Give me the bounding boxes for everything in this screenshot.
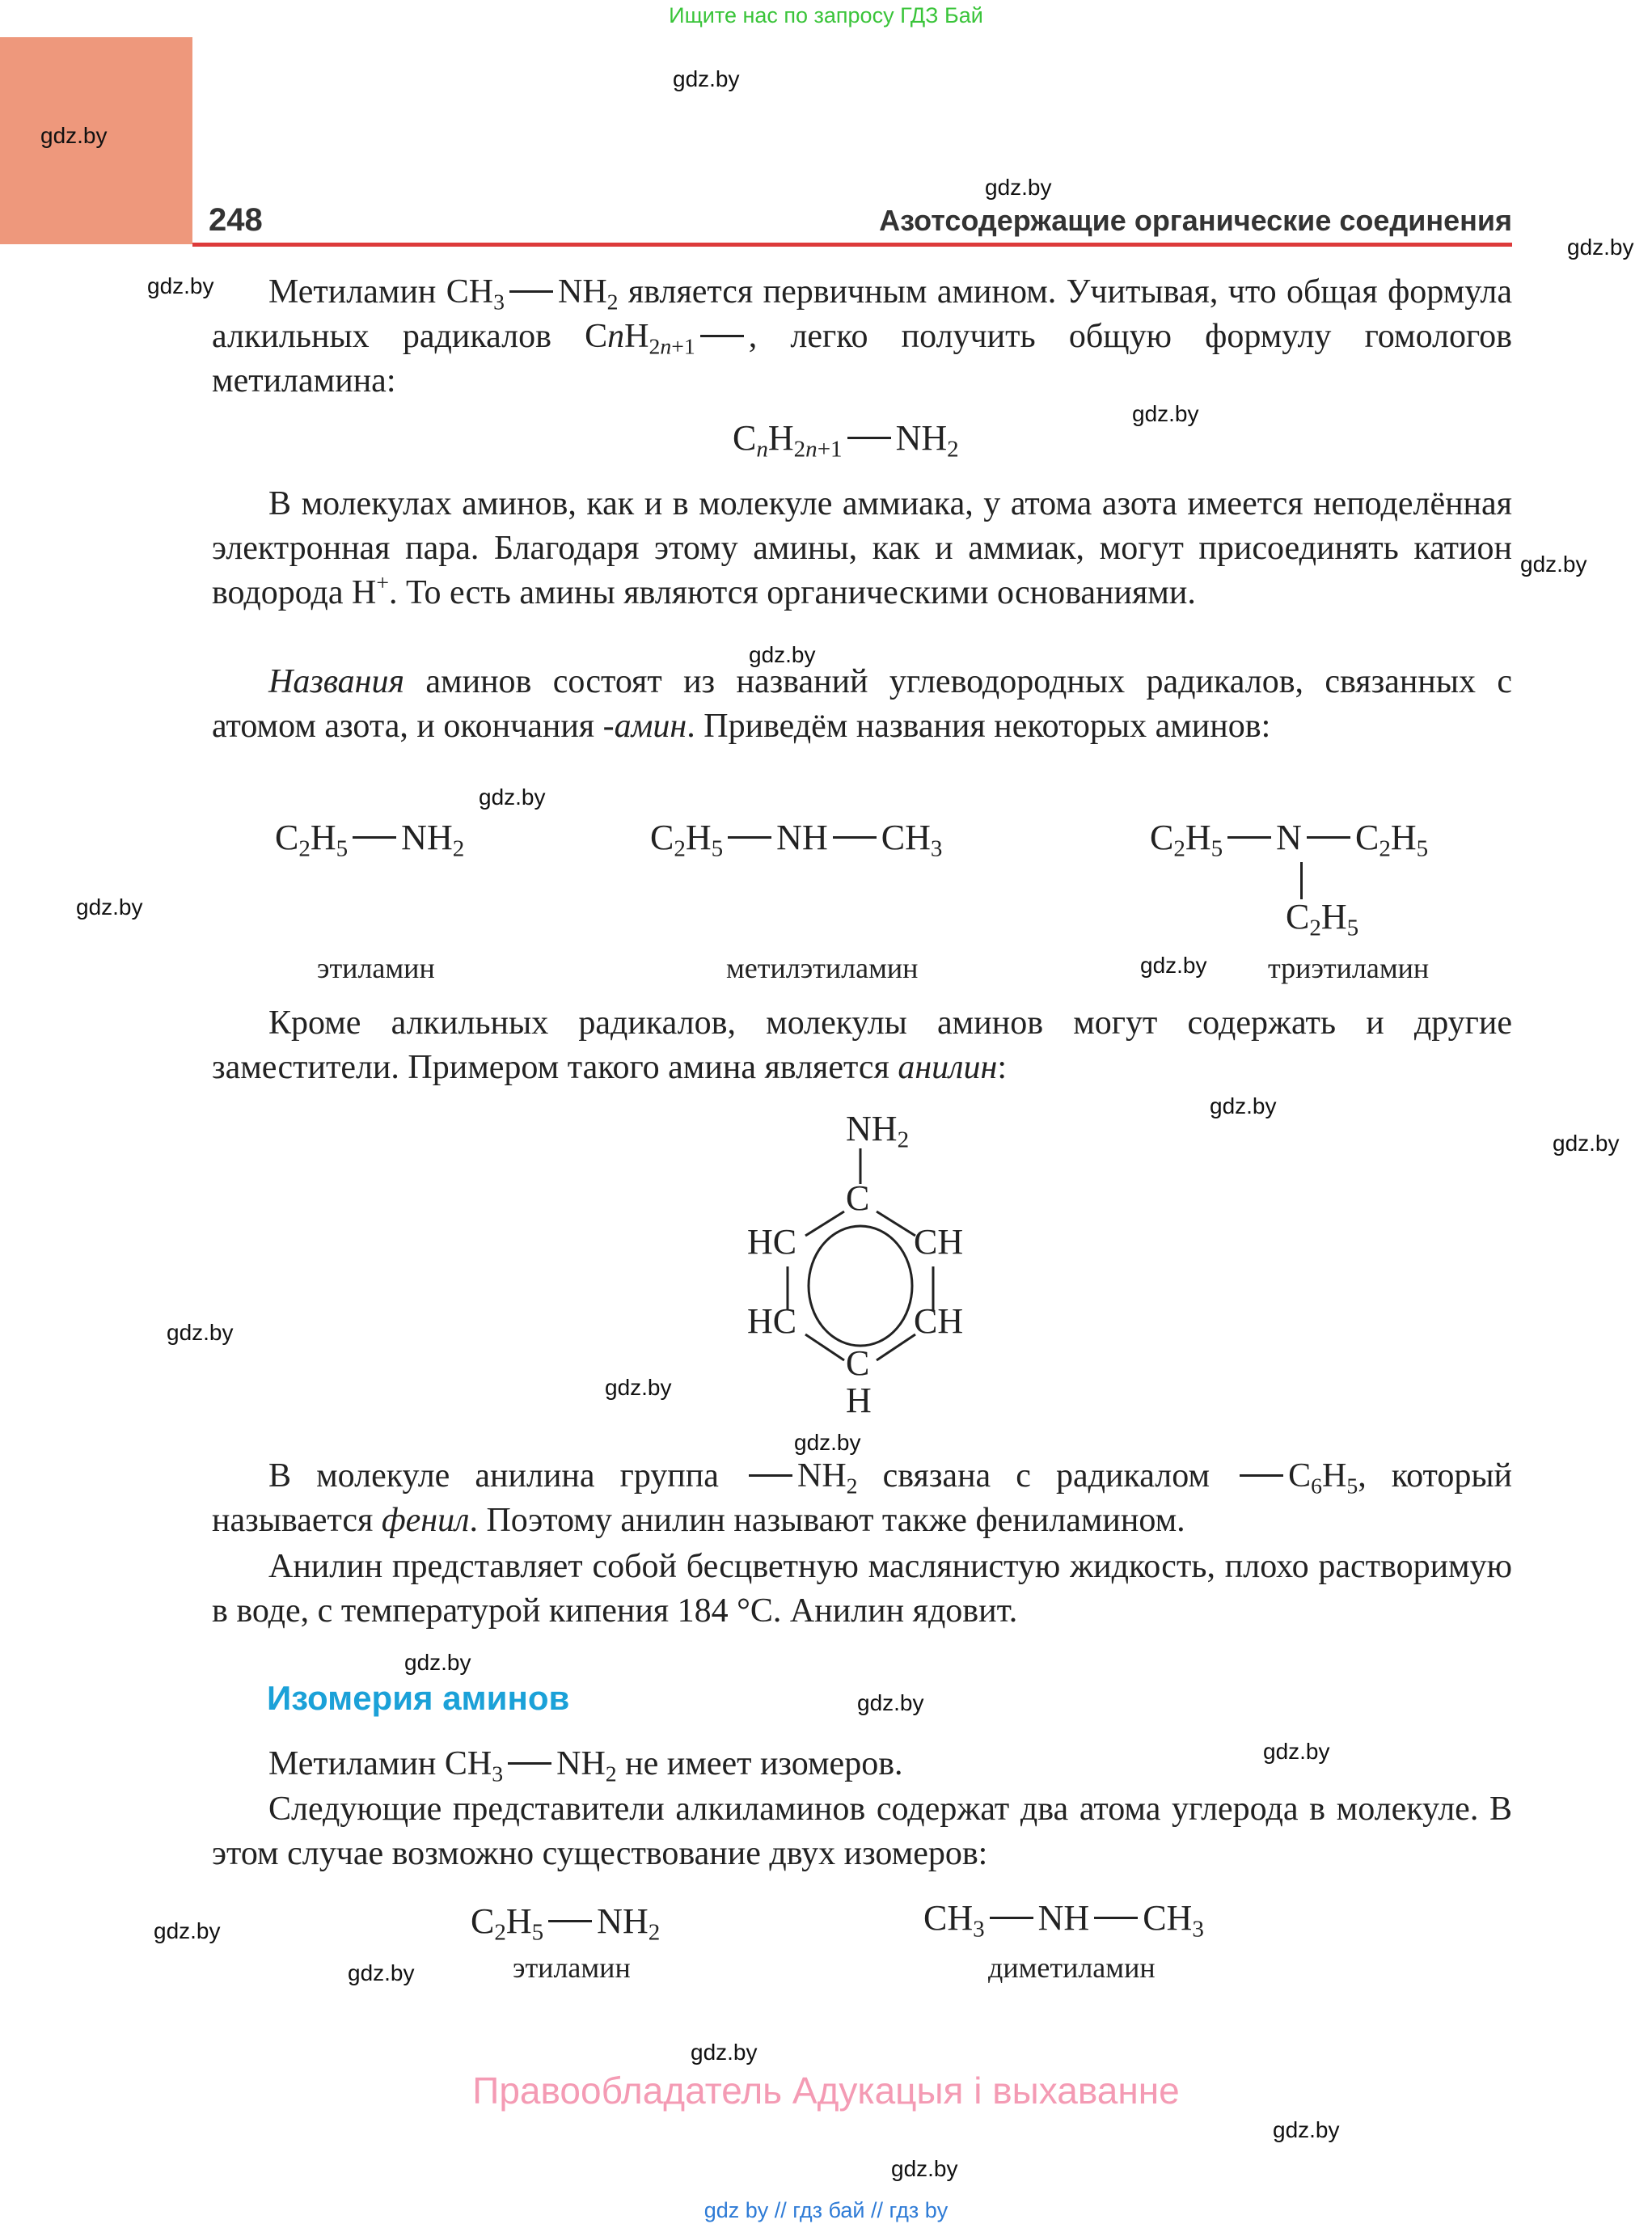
watermark: gdz.by — [1520, 552, 1587, 577]
watermark: gdz.by — [891, 2156, 958, 2181]
paragraph-two-isomers: Следующие представители алкиламинов содержат два атома углерода в молекуле. В этом случае возможно существование двух изомеров: — [212, 1791, 1512, 1872]
watermark: gdz.by — [76, 894, 143, 920]
triethylamine-formula: $C_2H_5$ N $C_2H_5$ — [1150, 818, 1429, 862]
watermark: gdz.by — [1210, 1093, 1277, 1118]
aniline-ch-right-bottom: CH — [914, 1301, 964, 1341]
label-triethylamine: триэтиламин — [1268, 952, 1430, 984]
label-methylethylamine: метилэтиламин — [726, 952, 919, 984]
watermark: gdz.by — [1567, 235, 1634, 260]
isomer-ethylamine-formula: $C_2H_5$ $NH_2$ — [471, 1901, 661, 1946]
aniline-c-bottom: C — [846, 1343, 870, 1383]
label-isomer-ethylamine: этиламин — [513, 1951, 631, 1984]
label-dimethylamine: диметиламин — [988, 1951, 1156, 1984]
watermark: gdz.by — [404, 1650, 471, 1675]
watermark: gdz.by — [479, 784, 546, 810]
watermark: gdz.by — [1273, 2117, 1340, 2142]
label-ethylamine: этиламин — [317, 952, 435, 984]
aniline-hc-left-bottom: HC — [747, 1301, 797, 1341]
triethylamine-branch: $C_2H_5$ — [1286, 897, 1359, 941]
methylethylamine-formula: $C_2H_5$ NH $CH_3$ — [650, 818, 943, 862]
ethylamine-formula: $C_2H_5$ $NH_2$ — [275, 818, 465, 862]
paragraph-aniline-intro: Кроме алкильных радикалов, молекулы аминов могут содержать и другие заместители. Примером такого амина является анилин: — [212, 1004, 1512, 1086]
watermark: gdz.by — [749, 642, 816, 667]
aniline-c-top: C — [846, 1178, 870, 1218]
watermark: gdz.by — [605, 1375, 672, 1400]
isomer-dimethylamine-formula: $CH_3$ NH $CH_3$ — [923, 1898, 1204, 1943]
watermark: gdz.by — [1553, 1131, 1620, 1156]
paragraph-methylamine: Метиламин $CH_3$ $NH_2$ является первичным амином. Учитывая, что общая формула алкильных радикалов CnH$_{2n+1}$ , легко получить общую формулу гомологов метиламина: — [212, 273, 1512, 400]
aniline-ch-right-top: CH — [914, 1222, 964, 1262]
watermark: gdz.by — [691, 2040, 758, 2065]
watermark: gdz.by — [1263, 1739, 1330, 1764]
paragraph-no-isomers: Метиламин $CH_3$ $NH_2$ не имеет изомеров. — [268, 1745, 903, 1786]
paragraph-phenyl: В молекуле анилина группа $NH_2$ связана с радикалом $C_6H_5$, который называется фенил. Поэтому анилин называют также фениламином. — [212, 1457, 1513, 1539]
triethylamine-bond — [1300, 862, 1303, 899]
aniline-hc-left-top: HC — [747, 1222, 797, 1262]
watermark: gdz.by — [167, 1320, 234, 1345]
section-heading: Изомерия аминов — [267, 1679, 570, 1717]
watermark: gdz.by — [857, 1690, 924, 1715]
watermark: gdz.by — [40, 123, 108, 148]
watermark: gdz.by — [794, 1430, 861, 1455]
watermark: gdz.by — [985, 175, 1052, 200]
top-search-note[interactable]: Ищите нас по запросу ГДЗ Бай — [669, 3, 983, 27]
aniline-nh2: $NH_2$ — [846, 1109, 910, 1153]
paragraph-aniline-properties: Анилин представляет собой бесцветную маслянистую жидкость, плохо растворимую в воде, с температурой кипения 184 °C. Анилин ядовит. — [212, 1548, 1512, 1630]
aniline-h-bottom: H — [846, 1380, 872, 1420]
paragraph-lone-pair: В молекулах аминов, как и в молекуле аммиака, у атома азота имеется неподелённая электронная пара. Благодаря этому амины, как и аммиак, могут присоединять катион водорода H+. То есть амины являются органическими основаниями. — [212, 485, 1512, 611]
watermark: gdz.by — [154, 1918, 221, 1943]
watermark: gdz.by — [1132, 401, 1199, 426]
general-amine-formula: $C_nH_{2n+1}$ $NH_2$ — [733, 418, 959, 463]
watermark: gdz.by — [1140, 953, 1207, 978]
copyright-notice: Правообладатель Адукацыя і выхаванне — [472, 2070, 1180, 2112]
header-rule — [192, 243, 1512, 247]
watermark: gdz.by — [348, 1960, 415, 1985]
page-number: 248 — [209, 202, 263, 238]
chapter-title: Азотсодержащие органические соединения — [879, 204, 1512, 237]
watermark: gdz.by — [147, 273, 214, 298]
paragraph-names: Названия аминов состоят из названий углеводородных радикалов, связанных с атомом азота, и окончания -амин. Приведём названия некоторых аминов: — [212, 663, 1512, 745]
watermark: gdz.by — [673, 66, 740, 91]
footer-links[interactable]: gdz by // гдз бай // гдз by — [703, 2198, 949, 2222]
